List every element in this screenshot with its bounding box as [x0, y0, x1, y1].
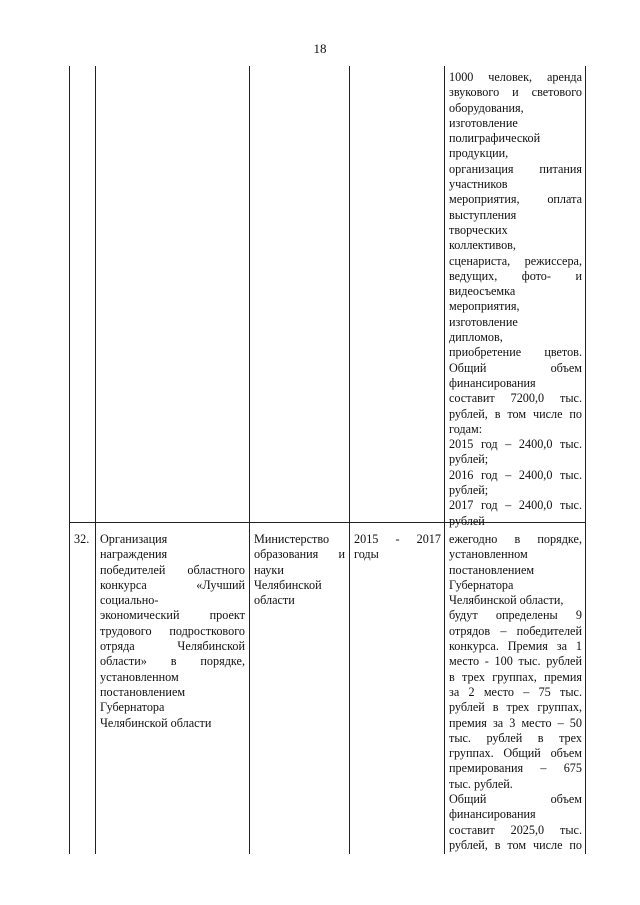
- cell-text-line: Министерство: [254, 532, 330, 546]
- cell-text-line: ежегодно в порядке,: [449, 532, 582, 546]
- cell-text-line: видеосъемка: [449, 284, 516, 299]
- cell-text-line: Челябинской области: [100, 715, 212, 730]
- cell-text-line: мероприятия,: [449, 299, 520, 314]
- cell-text-line: группах. Общий объем: [449, 746, 582, 761]
- cell-text-line: области: [254, 593, 295, 608]
- cell-text-line: за 2 место – 75 тыс.: [449, 684, 582, 699]
- cell-text-line: конкурса «Лучший: [100, 577, 245, 592]
- cell-text-line: конкурса. Премия за 1: [449, 639, 582, 654]
- cell-text-line: приобретение цветов.: [449, 345, 582, 360]
- cell-text-line: социально-: [100, 593, 159, 608]
- table-border-right: [585, 66, 586, 854]
- cell-text-line: составит 2025,0 тыс.: [449, 822, 582, 837]
- cell-text-line: организация питания: [449, 161, 582, 176]
- cell-text-line: Губернатора: [100, 700, 165, 715]
- cell-text-line: Общий объем: [449, 360, 582, 375]
- cell-text-line: установленном: [449, 547, 528, 562]
- row-32-period: [354, 532, 441, 563]
- cell-text-line: оборудования,: [449, 100, 524, 115]
- cell-text-line: Общий объем: [449, 792, 582, 807]
- column-divider: [95, 66, 96, 854]
- cell-text-line: составит 7200,0 тыс.: [449, 391, 582, 406]
- table-border-left: [69, 66, 70, 854]
- cell-text-line: продукции,: [449, 146, 509, 161]
- cell-text-line: отряда Челябинской: [100, 639, 245, 654]
- cell-text-line: творческих: [449, 222, 508, 237]
- cell-text-line: будут определены 9: [449, 608, 582, 623]
- cell-text-line: звукового и светового: [449, 85, 582, 100]
- cell-text-line: отрядов – победителей: [449, 623, 582, 638]
- cell-text-line: мероприятия, оплата: [449, 192, 582, 207]
- row-32-description: [449, 532, 582, 853]
- cell-text-line: ведущих, фото- и: [449, 268, 582, 283]
- column-divider: [349, 66, 350, 854]
- cell-text-line: годы: [354, 547, 379, 562]
- cell-text-line: тыс. рублей в трех: [449, 730, 582, 745]
- cell-text-line: науки: [254, 562, 284, 577]
- cell-text-line: выступления: [449, 207, 517, 222]
- program-table: [69, 66, 586, 854]
- cell-text-line: победителей областного: [100, 562, 245, 577]
- cell-text-line: дипломов,: [449, 330, 503, 345]
- cell-text-line: премирования – 675: [449, 761, 582, 776]
- cell-text-line: в трех группах, премия: [449, 669, 582, 684]
- cell-text-line: изготовление: [449, 314, 518, 329]
- cell-text-line: установленном: [100, 669, 179, 684]
- cell-text-line: области» в порядке,: [100, 654, 245, 669]
- cell-text-line: Челябинской: [254, 577, 322, 592]
- cell-text-line: сценариста, режиссера,: [449, 253, 582, 268]
- cell-text-line: постановлением: [449, 562, 535, 577]
- cell-text-line: Организация: [100, 532, 168, 546]
- cell-text-line: трудового подросткового: [100, 623, 245, 638]
- cell-text-line: экономический проект: [100, 608, 245, 623]
- cell-text-line: рублей, в том числе по: [449, 406, 582, 421]
- cell-text-line: премия за 3 место – 50: [449, 715, 582, 730]
- cell-text-line: рублей;: [449, 483, 489, 498]
- column-divider: [444, 66, 445, 854]
- cell-text-line: рублей;: [449, 452, 489, 467]
- cell-text-line: тыс. рублей.: [449, 776, 513, 791]
- cell-text-line: 1000 человек, аренда: [449, 70, 582, 84]
- row-number: 32.: [74, 532, 90, 546]
- cell-text-line: участников: [449, 177, 508, 192]
- cell-text-line: 2015 год – 2400,0 тыс.: [449, 437, 582, 452]
- cell-text-line: финансирования: [449, 807, 536, 822]
- column-divider: [249, 66, 250, 854]
- cell-text-line: награждения: [100, 547, 168, 562]
- cell-text-line: место - 100 тыс. рублей: [449, 654, 582, 669]
- cell-text-line: полиграфической: [449, 131, 541, 146]
- cell-text-line: Губернатора: [449, 577, 514, 592]
- cell-text-line: финансирования: [449, 375, 536, 390]
- cell-text-line: рублей: [449, 513, 485, 528]
- cell-text-line: постановлением: [100, 684, 186, 699]
- cell-text-line: Челябинской области,: [449, 593, 564, 608]
- cell-text-line: годам:: [449, 421, 483, 436]
- row-32-event: [100, 532, 245, 731]
- cell-text-line: коллективов,: [449, 238, 516, 253]
- cell-text-line: 2016 год – 2400,0 тыс.: [449, 467, 582, 482]
- row-continued-description: [449, 70, 582, 529]
- cell-text-line: изготовление: [449, 115, 518, 130]
- cell-text-line: образования и: [254, 547, 345, 562]
- cell-text-line: 2017 год – 2400,0 тыс.: [449, 498, 582, 513]
- cell-text-line: рублей, в том числе по: [449, 837, 582, 852]
- cell-text-line: 2015 - 2017: [354, 532, 441, 546]
- page-number: 18: [313, 41, 327, 56]
- cell-text-line: рублей в трех группах,: [449, 700, 582, 715]
- row-32-executor: [254, 532, 345, 608]
